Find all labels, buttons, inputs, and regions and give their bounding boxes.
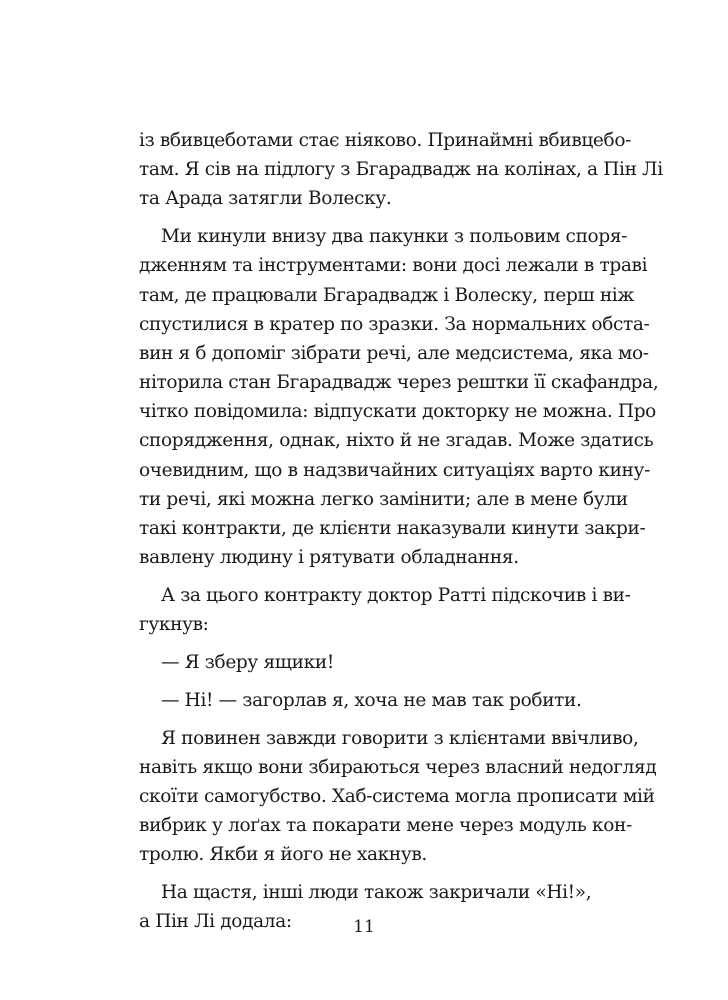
page-number: 11 (353, 917, 375, 937)
text-line: — Я зберу ящики! (161, 651, 334, 673)
text-line: Я повинен завжди говорити з клієнтами ввічливо, (161, 727, 639, 749)
text-line: гукнув: (139, 614, 209, 636)
text-line: — Ні! — загорлав я, хоча не мав так робити. (161, 689, 582, 711)
text-line: ти речі, які можна легко замінити; але в мене були (139, 488, 628, 510)
text-line: та Арада затягли Волеску. (139, 188, 392, 210)
text-line: такі контракти, де клієнти наказували кинути закри- (139, 518, 646, 540)
text-line: На щастя, інші люди також закричали «Ні!», (161, 882, 592, 904)
text-line: а Пін Лі додала: (139, 911, 292, 933)
text-line: навіть якщо вони збираються через власний недогляд (139, 756, 657, 778)
text-line: спорядження, однак, ніхто й не згадав. Може здатись (139, 430, 654, 452)
paragraph (139, 724, 657, 870)
text-line: дженням та інструментами: вони досі лежали в траві (139, 255, 648, 277)
dialogue-line (139, 686, 582, 715)
dialogue-line (139, 648, 571, 677)
text-line: тролю. Якби я його не хакнув. (139, 844, 427, 866)
text-line: очевидним, що в надзвичайних ситуаціях варто кину- (139, 459, 650, 481)
text-line: Ми кинули внизу два пакунки з польовим споря- (161, 226, 628, 248)
text-line: із вбивцеботами стає ніяково. Принаймні вбивцебо- (139, 130, 632, 151)
text-line: ніторила стан Бгарадвадж через рештки її скафандра, (139, 372, 659, 394)
text-line: вавлену людину і рятувати обладнання. (139, 547, 519, 569)
text-line: чітко повідомила: відпускати докторку не можна. Про (139, 401, 656, 423)
body-text (139, 126, 663, 936)
paragraph (139, 222, 659, 572)
text-line: вибрик у лоґах та покарати мене через модуль кон- (139, 815, 632, 837)
text-line: спустилися в кратер по зразки. За нормальних обста- (139, 313, 650, 335)
paragraph (139, 581, 631, 639)
paragraph (139, 126, 663, 214)
text-line: вин я б допоміг зібрати речі, але медсистема, яка мо- (139, 342, 649, 364)
text-line: там. Я сів на підлогу з Бгарадвадж на колінах, а Пін Лі (139, 159, 663, 181)
text-line: А за цього контракту доктор Ратті підскочив і ви- (161, 585, 631, 606)
text-line: скоїти самогубство. Хаб-система могла прописати мій (139, 785, 655, 807)
text-line: там, де працювали Бгарадвадж і Волеску, перш ніж (139, 284, 635, 306)
